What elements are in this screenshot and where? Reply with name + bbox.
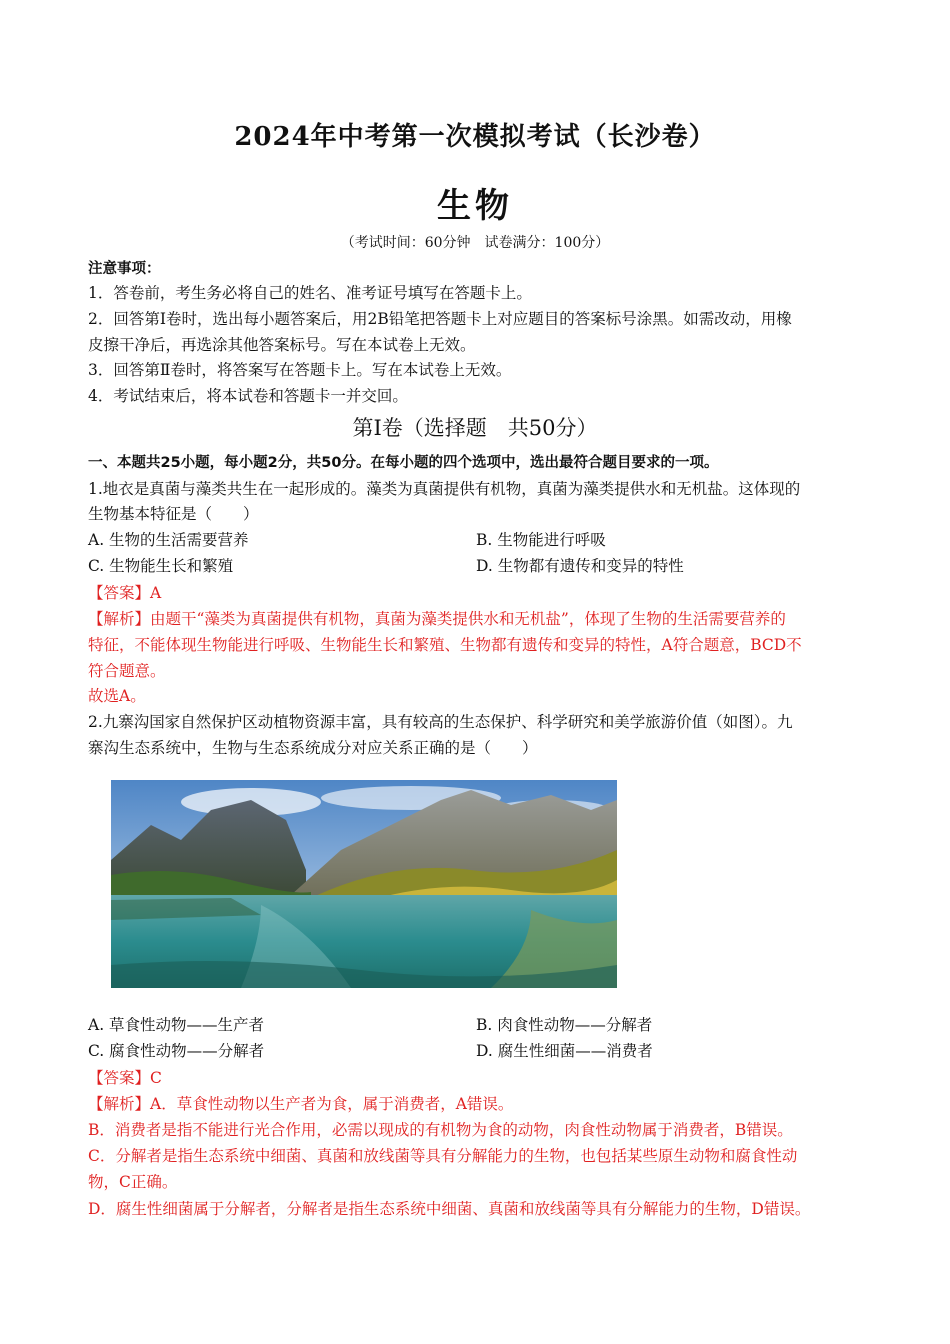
notice-item: 1．答卷前，考生务必将自己的姓名、准考证号填写在答题卡上。 <box>88 284 532 302</box>
q2-analysis: 【解析】A．草食性动物以生产者为食，属于消费者，A错误。 <box>88 1095 514 1113</box>
exam-info: （考试时间：60分钟 试卷满分：100分） <box>340 235 610 251</box>
q2-option-b: B. 肉食性动物——分解者 <box>476 1016 653 1034</box>
q2-stem: 2.九寨沟国家自然保护区动植物资源丰富，具有较高的生态保护、科学研究和美学旅游价值（如图）。九 <box>88 713 793 731</box>
q1-analysis: 【解析】由题干“藻类为真菌提供有机物，真菌为藻类提供水和无机盐”，体现了生物的生活需要营养的 <box>88 610 786 628</box>
notice-item: 2．回答第Ⅰ卷时，选出每小题答案后，用2B铅笔把答题卡上对应题目的答案标号涂黑。如需改动，用橡 <box>88 310 792 328</box>
notice-item: 3．回答第Ⅱ卷时，将答案写在答题卡上。写在本试卷上无效。 <box>88 361 512 379</box>
q2-option-d: D. 腐生性细菌——消费者 <box>476 1042 653 1060</box>
q2-answer: 【答案】C <box>88 1069 162 1087</box>
q1-answer: 【答案】A <box>88 584 162 602</box>
q1-option-d: D. 生物都有遗传和变异的特性 <box>476 557 684 575</box>
q2-option-c: C. 腐食性动物——分解者 <box>88 1042 265 1060</box>
q1-analysis: 符合题意。 <box>88 662 166 680</box>
q1-option-a: A. 生物的生活需要营养 <box>88 531 249 549</box>
q2-option-a: A. 草食性动物——生产者 <box>88 1016 265 1034</box>
q2-analysis: B．消费者是指不能进行光合作用，必需以现成的有机物为食的动物，肉食性动物属于消费者，B错误。 <box>88 1121 793 1139</box>
q1-option-c: C. 生物能生长和繁殖 <box>88 557 234 575</box>
exam-title: 2024年中考第一次模拟考试（长沙卷） <box>234 122 716 152</box>
q2-analysis: C．分解者是指生态系统中细菌、真菌和放线菌等具有分解能力的生物，也包括某些原生动物和腐食性动 <box>88 1147 798 1165</box>
q1-stem: 1.地衣是真菌与藻类共生在一起形成的。藻类为真菌提供有机物，真菌为藻类提供水和无机盐。这体现的 <box>88 480 801 498</box>
q2-analysis: 物，C正确。 <box>88 1173 178 1191</box>
section-title: 第Ⅰ卷（选择题 共50分） <box>352 416 598 440</box>
subject-title: 生物 <box>437 186 513 226</box>
q1-option-b: B. 生物能进行呼吸 <box>476 531 606 549</box>
q2-stem: 寨沟生态系统中，生物与生态系统成分对应关系正确的是（ ） <box>88 739 538 757</box>
notice-item: 皮擦干净后，再选涂其他答案标号。写在本试卷上无效。 <box>88 336 476 354</box>
q1-stem: 生物基本特征是（ ） <box>88 505 259 523</box>
q1-analysis: 故选A。 <box>88 687 146 705</box>
jiuzhaigou-lake-photo <box>111 780 617 988</box>
q2-analysis: D．腐生性细菌属于分解者，分解者是指生态系统中细菌、真菌和放线菌等具有分解能力的生物，D错误。 <box>88 1200 811 1218</box>
notice-item: 4．考试结束后，将本试卷和答题卡一并交回。 <box>88 387 408 405</box>
notice-heading: 注意事项： <box>88 261 161 277</box>
section-instruction: 一、本题共25小题，每小题2分，共50分。在每小题的四个选项中，选出最符合题目要求的一项。 <box>88 455 719 471</box>
q1-analysis: 特征，不能体现生物能进行呼吸、生物能生长和繁殖、生物都有遗传和变异的特性，A符合题意，BCD不 <box>88 636 802 654</box>
